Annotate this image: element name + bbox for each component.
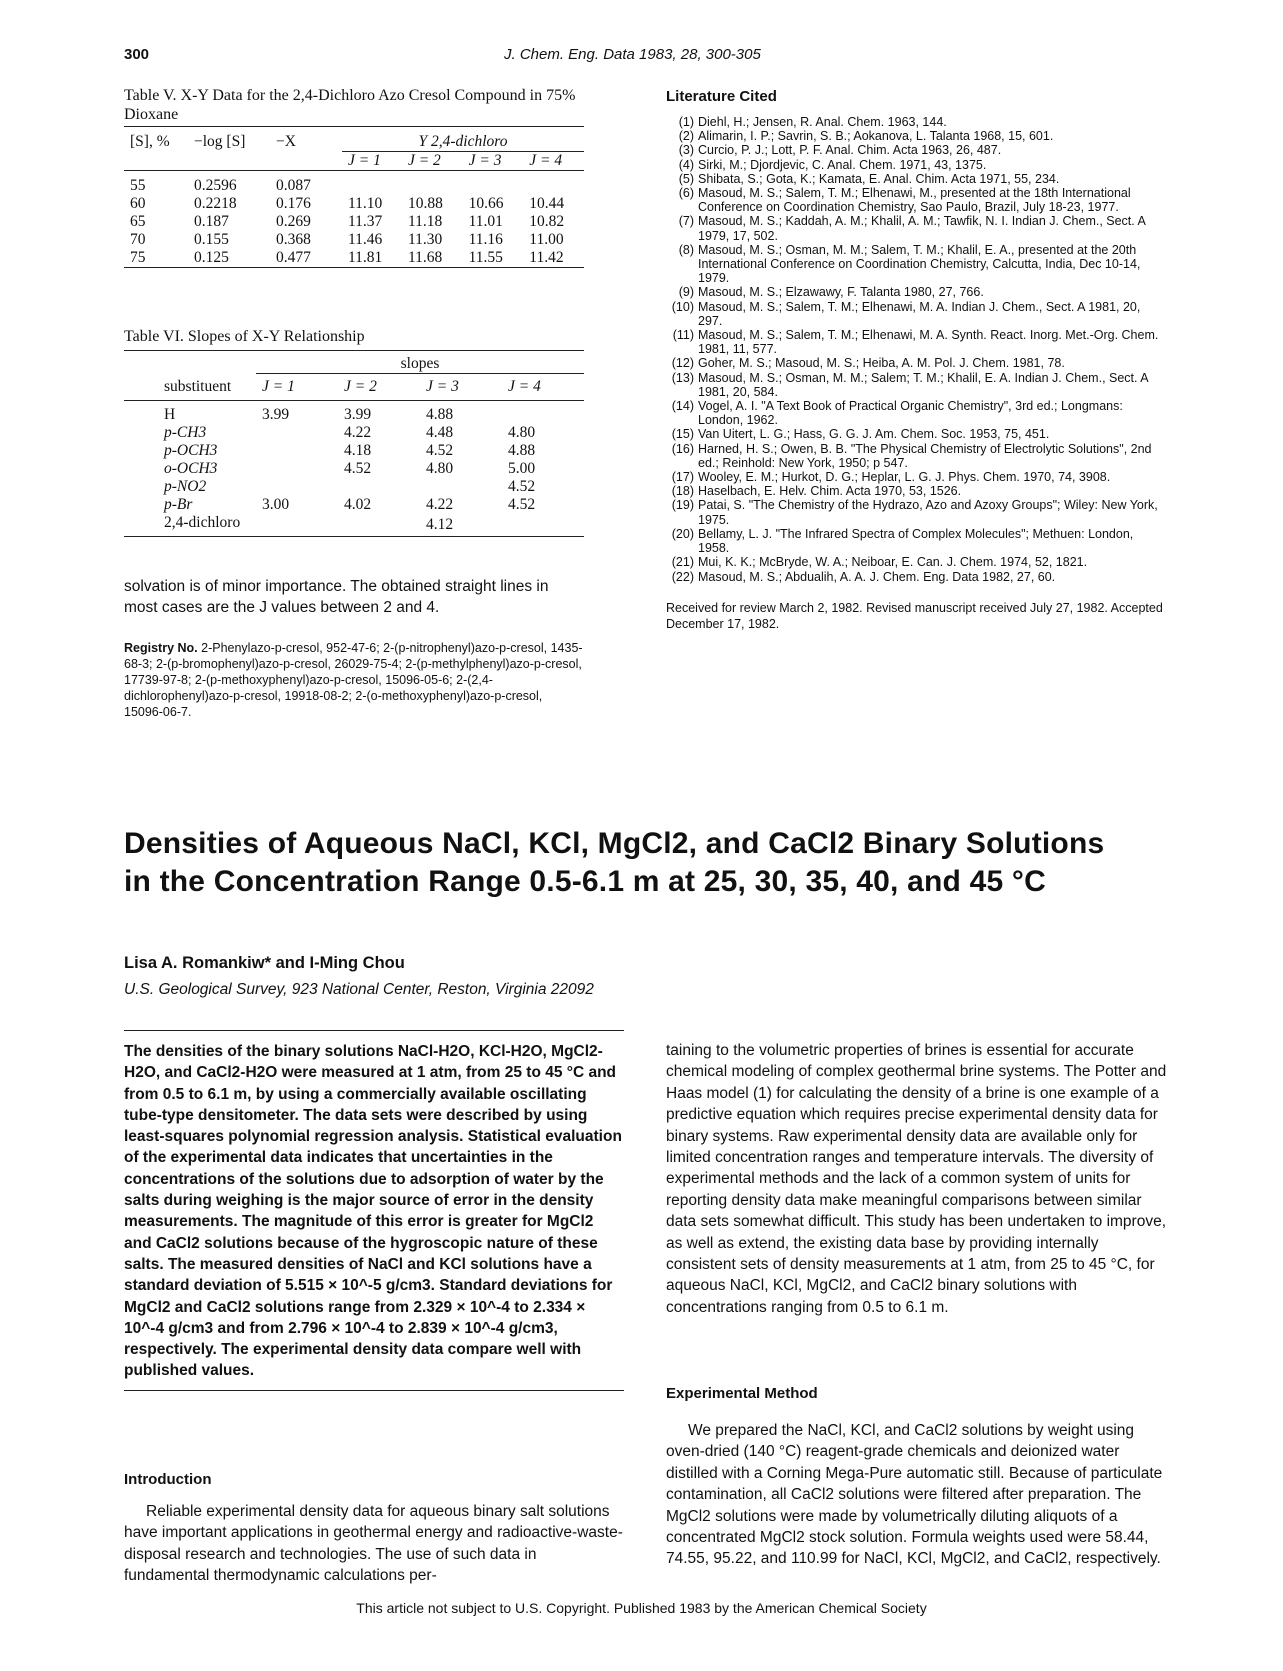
- table6-caption: Table VI. Slopes of X-Y Relationship: [124, 328, 365, 345]
- reference-item: [666, 570, 1166, 584]
- cell: 0.155: [194, 231, 229, 248]
- table5-caption: Table V. X-Y Data for the 2,4-Dichloro Azo Cresol Compound in 75% Dioxane: [124, 87, 576, 123]
- reference-number: (19): [671, 498, 694, 513]
- reference-item: [666, 300, 1166, 328]
- cell: 11.42: [529, 249, 564, 266]
- cell: 4.52: [426, 441, 454, 459]
- cell: [402, 177, 463, 195]
- cell: [463, 177, 524, 195]
- reference-item: [666, 158, 1166, 172]
- reference-number: (22): [671, 569, 694, 584]
- table5: [124, 126, 584, 268]
- cell: 4.52: [508, 495, 536, 513]
- cell: [502, 406, 584, 424]
- table6-j3: J = 3: [426, 377, 459, 395]
- table5-j2: J = 2: [407, 152, 441, 169]
- reference-number: (11): [672, 328, 694, 343]
- reference-item: [666, 285, 1166, 299]
- title-line-2: in the Concentration Range 0.5-6.1 m at 25, 30, 35, 40, and 45 °C: [124, 865, 1046, 898]
- method-text: We prepared the NaCl, KCl, and CaCl2 solutions by weight using oven-dried (140 °C) reagent-grade chemicals and deionized water distilled with a Corning Mega-Pure automatic still. Because of particulate contamination, all CaCl2 solutions were filtered after preparation. The MgCl2 solutions were made by volumetrically diluting aliquots of a concentrated MgCl2 stock solution. Formula weights used were 58.44, 74.55, 95.22, and 110.99 for NaCl, KCl, MgCl2, and CaCl2, respectively.: [666, 1422, 1163, 1568]
- reference-number: (2): [678, 129, 694, 144]
- cell: [256, 460, 338, 478]
- cell: 10.66: [468, 195, 504, 212]
- reference-text: Bellamy, L. J. "The Infrared Spectra of Complex Molecules"; Methuen: London, 1958.: [698, 526, 1134, 556]
- introduction-text: Reliable experimental density data for aqueous binary salt solutions have important applications in geothermal energy and radioactive-waste-disposal research and technologies. The use of such data in fundamental thermodynamic calculations per-: [124, 1503, 623, 1585]
- cell: 4.22: [426, 495, 454, 513]
- reference-text: Masoud, M. S.; Salem, T. M.; Elhenawi, M., presented at the 18th International Conference on Coordination Chemistry, Sao Paulo, Brazil, July 18-23, 1977.: [698, 186, 1131, 215]
- table-row: [124, 514, 584, 537]
- cell: 4.02: [344, 495, 372, 513]
- cell: p-NO2: [164, 477, 207, 495]
- cell: 4.88: [426, 405, 454, 423]
- reference-number: (15): [671, 427, 694, 442]
- cell: 11.00: [529, 231, 564, 248]
- reference-text: Wooley, E. M.; Hurkot, D. G.; Heplar, L. G. J. Phys. Chem. 1970, 74, 3908.: [698, 470, 1111, 485]
- reference-number: (14): [671, 399, 694, 414]
- reference-item: [666, 442, 1166, 470]
- table6: [124, 350, 584, 537]
- reference-text: Masoud, M. S.; Abdualih, A. A. J. Chem. Eng. Data 1982, 27, 60.: [698, 569, 1056, 584]
- reference-item: [666, 470, 1166, 484]
- cell: p-CH3: [164, 423, 207, 441]
- cell: 4.48: [426, 423, 454, 441]
- reference-number: (6): [678, 186, 694, 201]
- page-number: 300: [124, 46, 150, 63]
- cell: 75: [130, 249, 146, 266]
- reference-item: [666, 328, 1166, 356]
- registry-label: Registry No.: [124, 641, 198, 655]
- table5-j1: J = 1: [348, 152, 381, 169]
- reference-text: Masoud, M. S.; Osman, M. M.; Salem; T. M.; Khalil, E. A. Indian J. Chem., Sect. A 1981, 20, 584.: [698, 370, 1148, 399]
- reference-text: Van Uitert, L. G.; Hass, G. G. J. Am. Chem. Soc. 1953, 75, 451.: [698, 427, 1050, 442]
- cell: [523, 177, 584, 195]
- cell: 3.00: [262, 495, 290, 513]
- cell: 0.2218: [194, 195, 237, 212]
- reference-list: [666, 115, 1166, 584]
- reference-text: Harned, H. S.; Owen, B. B. "The Physical Chemistry of Electrolytic Solutions", 2nd ed.; Reinhold: New York, 1950; p 547.: [698, 441, 1152, 470]
- reference-item: [666, 399, 1166, 427]
- journal-citation: J. Chem. Eng. Data 1983, 28, 300-305: [504, 46, 761, 63]
- cell: [342, 177, 402, 195]
- cell: 55: [130, 177, 146, 194]
- table-row: [124, 195, 584, 213]
- table6-j2: J = 2: [344, 377, 377, 395]
- table6-group: slopes: [256, 355, 584, 374]
- table5-j3: J = 3: [468, 152, 502, 169]
- table-row: [124, 406, 584, 424]
- reference-number: (3): [678, 143, 694, 158]
- affiliation: U.S. Geological Survey, 923 National Center, Reston, Virginia 22092: [124, 981, 594, 998]
- received-note: Received for review March 2, 1982. Revised manuscript received July 27, 1982. Accepted December 17, 1982.: [666, 600, 1163, 631]
- cell: 0.176: [276, 195, 311, 212]
- cell: 11.16: [468, 231, 503, 248]
- registry-numbers: [124, 640, 584, 720]
- cell: 0.368: [276, 231, 311, 248]
- intro-continued-text: taining to the volumetric properties of brines is essential for accurate chemical modeling of complex geothermal brine systems. The Potter and Haas model (1) for calculating the density of a brine is one example of a predictive equation which requires precise experimental density data for binary systems. Raw experimental density data are available only for limited concentration ranges and temperature intervals. The diversity of experimental methods and the lack of a common system of units for reporting density data make meaningful comparisons between similar data sets somewhat difficult. This study has been undertaken to improve, as well as extend, the existing data base by providing internally consistent sets of density measurements at 1 atm, from 25 to 45 °C, for aqueous NaCl, KCl, MgCl2, and CaCl2 binary solutions with concentrations ranging from 0.5 to 6.1 m.: [666, 1042, 1167, 1316]
- cell: [420, 478, 502, 496]
- cell: [256, 442, 338, 460]
- reference-text: Patai, S. "The Chemistry of the Hydrazo, Azo and Azoxy Groups"; Wiley: New York, 1975.: [698, 498, 1158, 527]
- reference-item: [666, 371, 1166, 399]
- introduction-heading: Introduction: [124, 1471, 212, 1488]
- cell: 10.88: [407, 195, 443, 212]
- table5-col-log: −log [S]: [194, 133, 246, 151]
- article-title: [124, 825, 1184, 901]
- cell: 4.80: [426, 459, 454, 477]
- reference-item: [666, 243, 1166, 286]
- cell: 5.00: [508, 459, 536, 477]
- reference-text: Masoud, M. S.; Salem, T. M.; Elhenawi, M. A. Indian J. Chem., Sect. A 1981, 20, 297.: [698, 299, 1141, 328]
- reference-item: [666, 143, 1166, 157]
- cell: 10.44: [529, 195, 565, 212]
- table6-j4: J = 4: [508, 377, 541, 395]
- cell: 11.30: [407, 231, 443, 248]
- reference-number: (21): [671, 555, 694, 570]
- reference-item: [666, 498, 1166, 526]
- title-line-1: Densities of Aqueous NaCl, KCl, MgCl2, and CaCl2 Binary Solutions: [124, 827, 1105, 860]
- authors: Lisa A. Romankiw* and I-Ming Chou: [124, 954, 405, 972]
- reference-number: (17): [671, 470, 694, 485]
- cell: 11.55: [468, 249, 503, 266]
- cell: 65: [130, 213, 146, 230]
- reference-text: Masoud, M. S.; Kaddah, A. M.; Khalil, A. M.; Tawfik, N. I. Indian J. Chem., Sect. A 1979, 17, 502.: [698, 214, 1146, 243]
- cell: 60: [130, 195, 146, 212]
- cell: 0.477: [276, 249, 311, 266]
- cell: 3.99: [344, 405, 372, 423]
- table6-col-sub: substituent: [164, 377, 232, 395]
- cell: p-Br: [164, 495, 193, 513]
- literature-cited: [666, 88, 1166, 632]
- reference-text: Diehl, H.; Jensen, R. Anal. Chem. 1963, 144.: [698, 115, 947, 129]
- cell: [338, 514, 420, 537]
- cell: 11.46: [348, 231, 383, 248]
- reference-number: (18): [671, 484, 694, 499]
- cell: 4.12: [426, 515, 454, 533]
- abstract: [124, 1030, 624, 1391]
- cell: o-OCH3: [164, 459, 218, 477]
- reference-item: [666, 115, 1166, 129]
- reference-item: [666, 527, 1166, 555]
- cell: 10.82: [529, 213, 565, 230]
- cell: 4.22: [344, 423, 372, 441]
- reference-text: Mui, K. K.; McBryde, W. A.; Neiboar, E. Can. J. Chem. 1974, 52, 1821.: [698, 555, 1088, 570]
- reference-text: Curcio, P. J.; Lott, P. F. Anal. Chim. Acta 1963, 26, 487.: [698, 143, 1002, 158]
- reference-text: Vogel, A. I. "A Text Book of Practical Organic Chemistry", 3rd ed.; Longmans: London, 1962.: [698, 399, 1123, 428]
- reference-number: (12): [671, 356, 694, 371]
- reference-item: [666, 555, 1166, 569]
- cell: 0.087: [276, 177, 311, 194]
- table-row: [124, 231, 584, 249]
- cell: 4.52: [508, 477, 536, 495]
- reference-text: Sirki, M.; Djordjevic, C. Anal. Chem. 1971, 43, 1375.: [698, 157, 987, 172]
- cell: 11.37: [348, 213, 383, 230]
- reference-item: [666, 172, 1166, 186]
- cell: 4.52: [344, 459, 372, 477]
- reference-number: (10): [671, 299, 694, 314]
- cell: [256, 424, 338, 442]
- cell: 2,4-dichloro: [164, 513, 241, 531]
- reference-text: Masoud, M. S.; Elzawawy, F. Talanta 1980, 27, 766.: [698, 285, 984, 300]
- cell: 11.68: [407, 249, 443, 266]
- table-row: [124, 496, 584, 514]
- cell: [256, 514, 338, 537]
- table-row: [124, 460, 584, 478]
- cell: 4.88: [508, 441, 536, 459]
- table5-col-group: Y 2,4-dichloro: [342, 133, 584, 152]
- cell: 0.187: [194, 213, 229, 230]
- reference-text: Haselbach, E. Helv. Chim. Acta 1970, 53, 1526.: [698, 484, 962, 499]
- cell: 11.18: [407, 213, 443, 230]
- cell: 11.01: [468, 213, 503, 230]
- reference-text: Goher, M. S.; Masoud, M. S.; Heiba, A. M. Pol. J. Chem. 1981, 78.: [698, 356, 1065, 371]
- reference-number: (7): [678, 214, 694, 229]
- table5-col-x: −X: [276, 133, 296, 151]
- cell: p-OCH3: [164, 441, 218, 459]
- reference-number: (8): [678, 242, 694, 257]
- reference-item: [666, 427, 1166, 441]
- table5-j4: J = 4: [529, 152, 563, 169]
- table-row: [124, 478, 584, 496]
- cell: 11.10: [348, 195, 383, 212]
- table6-j1: J = 1: [262, 377, 295, 395]
- reference-number: (20): [671, 526, 694, 541]
- literature-heading: Literature Cited: [666, 88, 777, 105]
- abstract-text: The densities of the binary solutions NaCl-H2O, KCl-H2O, MgCl2-H2O, and CaCl2-H2O were measured at 1 atm, from 25 to 45 °C and from 0.5 to 6.1 m, by using a commercially available oscillating tube-type densitometer. The data sets were described by using least-squares polynomial regression analysis. Statistical evaluation of the experimental data indicates that uncertainties in the concentrations of the solutions due to adsorption of water by the salts during weighing is the major source of error in the density measurements. The magnitude of this error is greater for MgCl2 and CaCl2 solutions because of the hygroscopic nature of these salts. The measured densities of NaCl and KCl solutions have a standard deviation of 5.515 × 10^-5 g/cm3. Standard deviations for MgCl2 and CaCl2 solutions range from 2.329 × 10^-4 to 2.334 × 10^-4 g/cm3 and from 2.796 × 10^-4 to 2.839 × 10^-4 g/cm3, respectively. The experimental density data compare well with published values.: [124, 1043, 622, 1380]
- cell: [502, 514, 584, 537]
- reference-item: [666, 186, 1166, 214]
- reference-number: (9): [678, 285, 694, 300]
- running-header: [124, 46, 1164, 68]
- cell: [256, 478, 338, 496]
- reference-text: Shibata, S.; Gota, K.; Kamata, E. Anal. Chim. Acta 1971, 55, 234.: [698, 171, 1060, 186]
- cell: 0.2596: [194, 177, 237, 194]
- registry-text: 2-Phenylazo-p-cresol, 952-47-6; 2-(p-nitrophenyl)azo-p-cresol, 1435-68-3; 2-(p-bromophenyl)azo-p-cresol, 26029-75-4; 2-(p-methylphenyl)azo-p-cresol, 17739-97-8; 2-(p-methoxyphenyl)azo-p-cresol, 15096-05-6; 2-(2,4-dichlorophenyl)azo-p-cresol, 19918-08-2; 2-(o-methoxyphenyl)azo-p-cresol, 15096-06-7.: [124, 641, 583, 719]
- table-row: [124, 442, 584, 460]
- cell: 4.18: [344, 441, 372, 459]
- cell: 11.81: [348, 249, 383, 266]
- copyright-footer: This article not subject to U.S. Copyright. Published 1983 by the American Chemical Society: [356, 1600, 927, 1616]
- cell: H: [164, 405, 176, 423]
- method-heading: Experimental Method: [666, 1385, 818, 1402]
- reference-item: [666, 356, 1166, 370]
- table-row: [124, 213, 584, 231]
- cell: 0.125: [194, 249, 229, 266]
- reference-text: Alimarin, I. P.; Savrin, S. B.; Aokanova, L. Talanta 1968, 15, 601.: [698, 129, 1054, 144]
- table5-col-s: [S], %: [130, 133, 170, 151]
- solvation-text: solvation is of minor importance. The obtained straight lines in most cases are the J values between 2 and 4.: [124, 578, 549, 617]
- cell: 70: [130, 231, 146, 248]
- reference-number: (1): [678, 115, 694, 129]
- cell: 4.80: [508, 423, 536, 441]
- reference-number: (16): [671, 441, 694, 456]
- table-row: [124, 424, 584, 442]
- reference-text: Masoud, M. S.; Salem, T. M.; Elhenawi, M. A. Synth. React. Inorg. Met.-Org. Chem. 1981, 11, 577.: [698, 328, 1159, 357]
- reference-number: (5): [678, 171, 694, 186]
- cell: 0.269: [276, 213, 311, 230]
- cell: 3.99: [262, 405, 290, 423]
- table-row: [124, 177, 584, 195]
- reference-item: [666, 129, 1166, 143]
- reference-number: (4): [678, 157, 694, 172]
- reference-item: [666, 214, 1166, 242]
- reference-number: (13): [671, 370, 694, 385]
- table-row: [124, 249, 584, 268]
- reference-item: [666, 484, 1166, 498]
- reference-text: Masoud, M. S.; Osman, M. M.; Salem, T. M.; Khalil, E. A., presented at the 20th International Conference on Coordination Chemistry, Calcutta, India, Dec 10-14, 1979.: [698, 242, 1141, 286]
- cell: [338, 478, 420, 496]
